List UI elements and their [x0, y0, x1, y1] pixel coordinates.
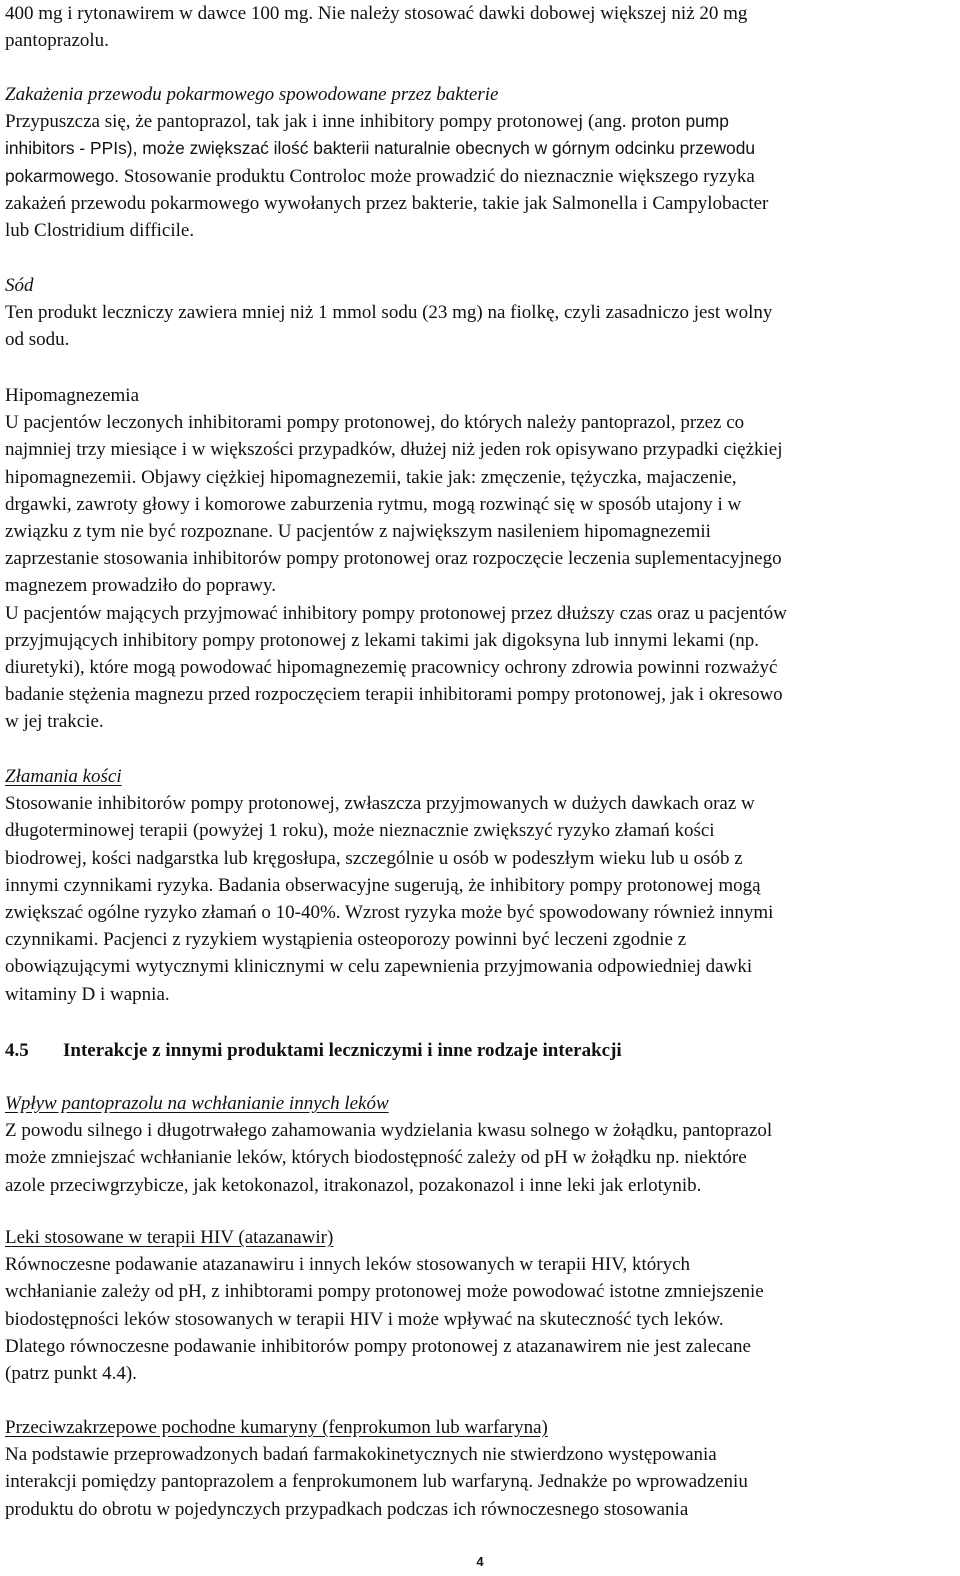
sodium-section — [5, 272, 952, 354]
section-heading — [5, 1037, 952, 1064]
text-fragment: Przypuszcza się, że pantoprazol, tak jak i inne inhibitory pompy protonowej (ang. — [5, 111, 627, 133]
text-line: zwiększać ogólne ryzyko złamań o 10-40%. Wzrost ryzyka może być spowodowany również innymi — [5, 902, 774, 924]
coumarin-heading: Przeciwzakrzepowe pochodne kumaryny (fenprokumon lub warfaryna) — [5, 1417, 548, 1438]
absorption-heading: Wpływ pantoprazolu na wchłanianie innych leków — [5, 1093, 389, 1114]
text-line — [5, 108, 952, 135]
text-line: biodostępności leków stosowanych w terapii HIV i może wpływać na skuteczność tych leków. — [5, 1308, 724, 1330]
text-line: zakażeń przewodu pokarmowego wywołanych przez bakterie, takie jak Salmonella i Campylobacter — [5, 192, 769, 214]
hiv-heading: Leki stosowane w terapii HIV (atazanawir) — [5, 1227, 334, 1248]
text-line: od sodu. — [5, 329, 70, 351]
text-line: Z powodu silnego i długotrwałego zahamowania wydzielania kwasu solnego w żołądku, pantoprazol — [5, 1120, 773, 1142]
hiv-section — [5, 1224, 952, 1387]
text-line: azole przeciwgrzybicze, jak ketokonazol, itrakonazol, pozakonazol i inne leki jak erlotynib. — [5, 1174, 702, 1196]
intro-paragraph — [5, 0, 952, 54]
text-line — [5, 163, 952, 190]
sodium-heading: Sód — [5, 275, 34, 296]
text-line: diuretyki), które mogą powodować hipomagnezemię pracownicy ochrony zdrowia powinni rozważyć — [5, 657, 778, 679]
text-line: biodrowej, kości nadgarstka lub kręgosłupa, szczególnie u osób w podeszłym wieku lub u osób z — [5, 847, 743, 869]
text-line: inhibitors - PPIs), może zwiększać ilość bakterii naturalnie obecnych w górnym odcinku przewodu — [5, 138, 756, 159]
text-line: związku z tym nie być rozpoznane. U pacjentów z największym nasileniem hipomagnezemii — [5, 521, 711, 543]
fractures-section — [5, 763, 952, 1008]
bacteria-section — [5, 81, 952, 244]
hypomagnesemia-heading: Hipomagnezemia — [5, 385, 140, 406]
text-line: witaminy D i wapnia. — [5, 983, 170, 1005]
text-line: Stosowanie inhibitorów pompy protonowej, zwłaszcza przyjmowanych w dużych dawkach oraz w — [5, 793, 755, 815]
text-line: przyjmujących inhibitory pompy protonowej z lekami takimi jak digoksyna lub innymi lekami (np. — [5, 629, 760, 651]
text-line: 400 mg i rytonawirem w dawce 100 mg. Nie należy stosować dawki dobowej większej niż 20 mg — [5, 3, 748, 24]
text-line: w jej trakcie. — [5, 711, 104, 733]
text-line: najmniej trzy miesiące i w większości przypadków, dłużej niż jeden rok opisywano przypadki ciężkiej — [5, 439, 783, 461]
fractures-heading: Złamania kości — [5, 766, 122, 787]
text-line: hipomagnezemii. Objawy ciężkiej hipomagnezemii, takie jak: zmęczenie, tężyczka, majaczenie, — [5, 466, 737, 488]
text-line: lub Clostridium difficile. — [5, 220, 195, 242]
text-line: długoterminowej terapii (powyżej 1 roku), może nieznacznie zwiększyć ryzyko złamań kości — [5, 820, 715, 842]
text-line: drgawki, zawroty głowy i komorowe zaburzenia rytmu, mogą rozwinąć się w sposób utajony i w — [5, 493, 742, 515]
text-line: produktu do obrotu w pojedynczych przypadkach podczas ich równoczesnego stosowania — [5, 1498, 689, 1520]
text-fragment: pokarmowego. — [5, 165, 120, 186]
section-number: 4.5 — [5, 1040, 29, 1061]
page-number: 4 — [476, 1554, 484, 1569]
section-title: Interakcje z innymi produktami leczniczymi i inne rodzaje interakcji — [63, 1040, 622, 1061]
text-line: może zmniejszać wchłanianie leków, których biodostępność zależy od pH w żołądku np. niektóre — [5, 1147, 747, 1169]
text-line: U pacjentów leczonych inhibitorami pompy protonowej, do których należy pantoprazol, przez co — [5, 412, 745, 434]
text-line: Ten produkt leczniczy zawiera mniej niż 1 mmol sodu (23 mg) na fiolkę, czyli zasadniczo jest wolny — [5, 302, 773, 324]
text-line: magnezem prowadziło do poprawy. — [5, 575, 277, 597]
text-line: innymi czynnikami ryzyka. Badania obserwacyjne sugerują, że inhibitory pompy protonowej mogą — [5, 874, 761, 896]
text-line: Na podstawie przeprowadzonych badań farmakokinetycznych nie stwierdzono występowania — [5, 1444, 717, 1466]
text-line: Równoczesne podawanie atazanawiru i innych leków stosowanych w terapii HIV, których — [5, 1254, 691, 1276]
text-line: badanie stężenia magnezu przed rozpoczęciem terapii inhibitorami pompy protonowej, jak i okresowo — [5, 684, 783, 706]
text-line: interakcji pomiędzy pantoprazolem a fenprokumonem lub warfaryną. Jednakże po wprowadzeniu — [5, 1471, 748, 1493]
text-line: zaprzestanie stosowania inhibitorów pompy protonowej oraz rozpoczęcie leczenia suplementacyjnego — [5, 548, 782, 570]
text-line: (patrz punkt 4.4). — [5, 1363, 137, 1385]
text-line: czynnikami. Pacjenci z ryzykiem wystąpienia osteoporozy powinni być leczeni zgodnie z — [5, 929, 687, 951]
absorption-section — [5, 1090, 952, 1199]
bacteria-heading: Zakażenia przewodu pokarmowego spowodowane przez bakterie — [5, 84, 499, 105]
text-line: U pacjentów mających przyjmować inhibitory pompy protonowej przez dłuższy czas oraz u pacjentów — [5, 602, 787, 624]
text-line: obowiązującymi wytycznymi klinicznymi w celu zapewnienia przyjmowania odpowiedniej dawki — [5, 956, 753, 978]
text-line: pantoprazolu. — [5, 30, 109, 52]
text-fragment: Stosowanie produktu Controloc może prowadzić do nieznacznie większego ryzyka — [123, 165, 755, 187]
coumarin-section — [5, 1414, 952, 1523]
text-line: wchłanianie zależy od pH, z inhibtorami pompy protonowej może powodować istotne zmniejszenie — [5, 1281, 764, 1303]
hypomagnesemia-section — [5, 382, 952, 736]
text-fragment: proton pump — [631, 111, 729, 132]
text-line: Dlatego równoczesne podawanie inhibitorów pompy protonowej z atazanawirem nie jest zalecane — [5, 1335, 751, 1357]
